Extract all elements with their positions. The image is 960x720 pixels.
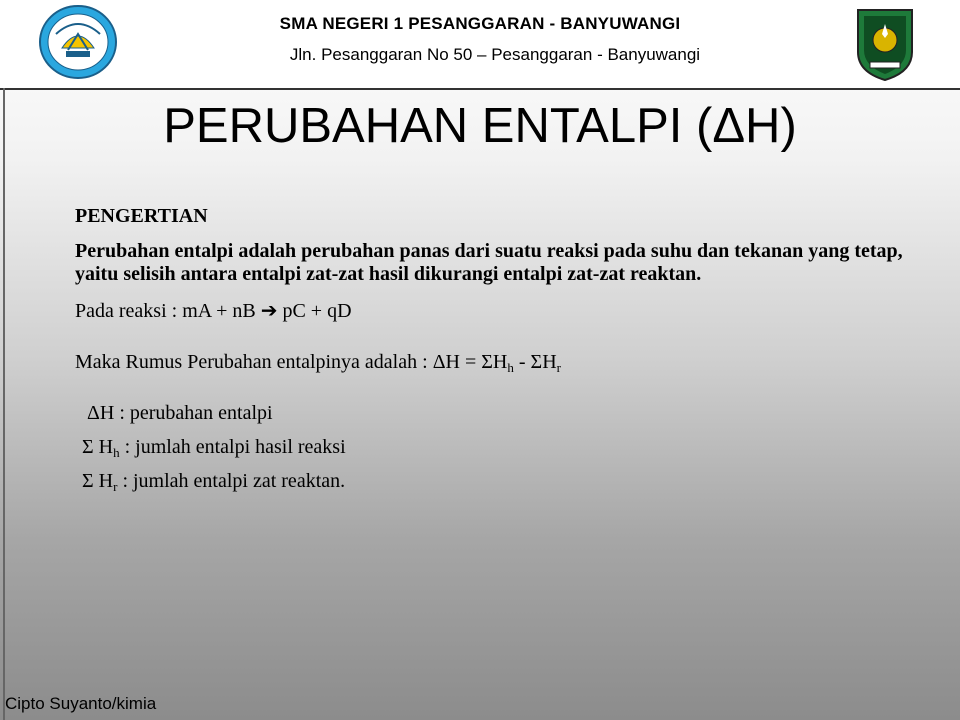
legend-desc: : jumlah entalpi hasil reaksi <box>119 436 346 458</box>
section-heading: PENGERTIAN <box>75 205 208 227</box>
legend-item <box>82 436 935 459</box>
legend-symbol: Σ H <box>82 436 114 458</box>
formula-minus: - <box>513 351 531 373</box>
school-name: SMA NEGERI 1 PESANGGARAN - BANYUWANGI <box>279 14 681 33</box>
symbol-legend <box>82 402 935 493</box>
definition-text: Perubahan entalpi adalah perubahan panas dari suatu reaksi pada suhu dan tekanan yang tetap, yaitu selisih antara entalpi zat-zat hasil dikurangi entalpi zat-zat reaktan. <box>75 240 903 285</box>
enthalpy-formula <box>75 351 935 374</box>
legend-item <box>82 470 935 493</box>
legend-sub: r <box>113 479 118 494</box>
footer-author: Cipto Suyanto/kimia <box>5 694 157 713</box>
legend-item <box>82 402 935 425</box>
formula-label: Maka Rumus Perubahan entalpinya adalah : <box>75 351 428 373</box>
formula-lhs: ΔH = <box>432 351 482 373</box>
reaction-suffix: pC + qD <box>277 300 352 322</box>
banyuwangi-regency-emblem-icon <box>854 4 916 82</box>
reaction-equation <box>75 298 935 323</box>
legend-symbol: ΔH <box>87 402 115 424</box>
legend-desc: : perubahan entalpi <box>114 402 273 424</box>
slide-header <box>0 0 960 90</box>
formula-sub-reactants: r <box>556 360 561 375</box>
school-address: Jln. Pesanggaran No 50 – Pesanggaran - Banyuwangi <box>289 45 701 64</box>
formula-sub-products: h <box>507 360 514 375</box>
slide-title: PERUBAHAN ENTALPI (ΔH) <box>163 99 797 153</box>
formula-sum-reactants: ΣH <box>530 351 557 373</box>
legend-symbol: Σ H <box>82 470 114 492</box>
slide-left-border <box>3 88 5 720</box>
arrow-icon: ➔ <box>260 300 278 322</box>
legend-desc: : jumlah entalpi zat reaktan. <box>117 470 346 492</box>
legend-sub: h <box>113 445 120 460</box>
reaction-prefix: Pada reaksi : mA + nB <box>75 300 261 322</box>
slide-content <box>75 205 935 504</box>
formula-sum-products: ΣH <box>481 351 508 373</box>
